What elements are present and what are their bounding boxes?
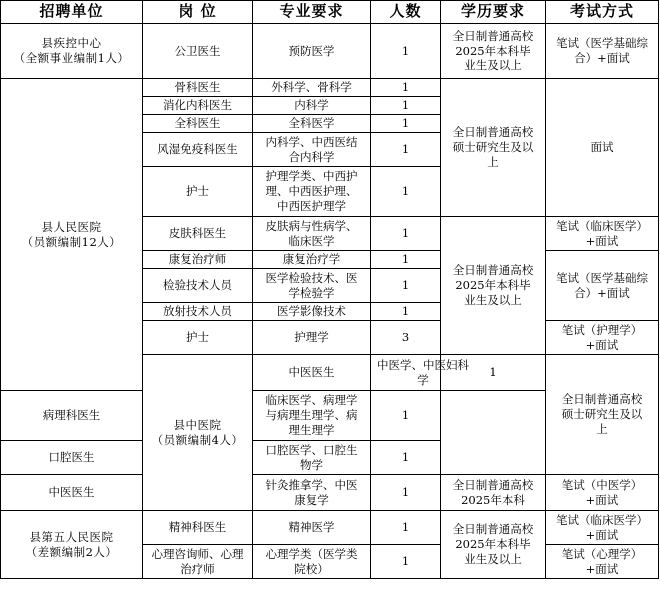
cell-text: 心理学类（医学类院校） [265, 546, 358, 576]
table-row [1, 24, 659, 79]
header-exam: 考试方式 [546, 1, 659, 24]
cell-text: 笔试（护理学）+面试 [561, 322, 643, 352]
exam-cell [546, 511, 659, 545]
cell-text: 护士 [186, 330, 209, 345]
unit-quota: （全额事业编制1人） [13, 51, 130, 65]
header-count: 人数 [371, 1, 441, 24]
cell-text: 1 [401, 80, 410, 95]
cell-text: 全日制普通高校2025年本科毕业生及以上 [452, 522, 534, 566]
major-cell [253, 511, 371, 545]
header-major: 专业要求 [253, 1, 371, 24]
count-cell [371, 303, 441, 321]
cell-text: 1 [401, 184, 410, 199]
unit-name: 县疾控中心 [41, 36, 102, 51]
cell-text: 笔试（医学基础综合）+面试 [556, 270, 648, 300]
count-cell [371, 321, 441, 355]
count-cell [371, 545, 441, 579]
exam-cell [546, 79, 659, 217]
cell-text: 中医医生 [288, 365, 335, 380]
exam-cell [546, 545, 659, 579]
unit-cell-zhongyi [143, 355, 253, 511]
exam-cell [546, 217, 659, 251]
cell-text: 1 [401, 116, 410, 131]
unit-name: 县第五人民医院 [29, 529, 114, 544]
count-cell [371, 251, 441, 269]
major-cell [371, 355, 469, 391]
exam-cell [546, 321, 659, 355]
cell-text: 笔试（临床医学）+面试 [556, 218, 648, 248]
cell-text: 全日制普通高校2025年本科毕业生及以上 [452, 263, 534, 307]
header-unit: 招聘单位 [1, 1, 143, 24]
cell-text: 临床医学、病理学与病理生理学、病理生理学 [265, 393, 358, 437]
cell-text: 医学检验技术、医学检验学 [265, 270, 358, 300]
cell-text: 内科学、中西医结合内科学 [265, 134, 358, 164]
cell-text: 皮肤科医生 [168, 226, 227, 241]
major-cell [253, 545, 371, 579]
major-cell [253, 475, 371, 511]
cell-text: 全科医生 [174, 116, 221, 131]
cell-text: 笔试（心理学）+面试 [561, 546, 643, 576]
major-cell [253, 97, 371, 115]
post-cell [143, 303, 253, 321]
cell-text: 心理咨询师、心理治疗师 [151, 546, 244, 576]
cell-text: 1 [401, 408, 410, 423]
cell-text: 康复治疗学 [282, 252, 341, 267]
count-cell [371, 115, 441, 133]
exam-cell [546, 475, 659, 511]
cell-text: 1 [401, 43, 410, 58]
post-cell [143, 269, 253, 303]
cell-text: 外科学、骨科学 [271, 80, 352, 95]
cell-text: 全科医学 [288, 116, 335, 131]
unit-quota: （差额编制2人） [25, 544, 118, 559]
cell-text: 全日制普通高校硕士研究生及以上 [452, 125, 534, 169]
cell-text: 康复治疗师 [168, 252, 227, 267]
cell-text: 护理学 [294, 330, 329, 345]
count-cell [371, 97, 441, 115]
cell-text: 1 [401, 520, 410, 535]
count-cell [371, 475, 441, 511]
major-cell [253, 167, 371, 217]
cell-text: 风湿免疫科医生 [157, 142, 238, 157]
cell-text: 1 [401, 98, 410, 113]
cell-text: 消化内科医生 [163, 98, 232, 113]
major-cell [253, 391, 371, 441]
education-cell [441, 217, 546, 355]
table-row [1, 475, 659, 511]
cell-text: 1 [401, 304, 410, 319]
unit-quota: （员额编制12人） [21, 234, 122, 249]
cell-text: 预防医学 [288, 43, 335, 58]
post-cell [143, 167, 253, 217]
cell-text: 1 [489, 365, 497, 380]
cell-text: 全日制普通高校硕士研究生及以上 [561, 392, 643, 436]
header-education: 学历要求 [441, 1, 546, 24]
cell-text: 皮肤病与性病学、临床医学 [265, 218, 358, 248]
cell-text: 全日制普通高校2025年本科 [452, 477, 534, 507]
education-cell [441, 511, 546, 579]
post-cell [143, 545, 253, 579]
count-cell [371, 269, 441, 303]
major-cell [253, 303, 371, 321]
cell-text: 口腔医学、口腔生物学 [265, 442, 358, 472]
cell-text: 检验技术人员 [163, 278, 232, 293]
cell-text: 3 [401, 330, 410, 345]
unit-cell-diwu [1, 511, 143, 579]
cell-text: 笔试（中医学）+面试 [561, 477, 643, 507]
major-cell [253, 24, 371, 79]
major-cell [253, 269, 371, 303]
post-cell [143, 133, 253, 167]
cell-text: 放射技术人员 [163, 304, 232, 319]
count-cell [371, 441, 441, 475]
cell-text: 全日制普通高校2025年本科毕业生及以上 [452, 28, 534, 73]
post-cell [253, 355, 371, 391]
count-cell [371, 391, 441, 441]
cell-text: 笔试（医学基础综合）+面试 [556, 36, 648, 65]
cell-text: 1 [401, 278, 410, 293]
education-cell [441, 24, 546, 79]
post-cell [143, 321, 253, 355]
cell-text: 1 [401, 554, 410, 569]
post-cell [1, 441, 143, 475]
cell-text: 中医学、中医妇科学 [377, 357, 469, 387]
header-row [1, 1, 659, 24]
unit-name: 县中医院 [173, 417, 222, 432]
unit-cell-renmin [1, 79, 143, 391]
cell-text: 病理科医生 [42, 408, 101, 423]
cell-text: 口腔医生 [48, 450, 95, 465]
cell-text: 面试 [590, 140, 614, 155]
cell-text: 公卫医生 [174, 43, 221, 58]
post-cell [143, 115, 253, 133]
unit-name: 县人民医院 [41, 219, 102, 234]
cell-text: 护士 [186, 184, 209, 199]
cell-text: 内科学 [294, 98, 329, 113]
post-cell [143, 251, 253, 269]
count-cell [371, 217, 441, 251]
unit-cell-cdc [1, 24, 143, 79]
cell-text: 笔试（临床医学）+面试 [556, 512, 648, 542]
cell-text: 中医医生 [48, 485, 95, 500]
table-row [1, 511, 659, 545]
cell-text: 精神科医生 [168, 520, 227, 535]
post-cell [1, 475, 143, 511]
cell-text: 护理学类、中西护理、中西医护理、中西医护理学 [265, 169, 358, 213]
post-cell [143, 24, 253, 79]
table-row [1, 79, 659, 97]
cell-text: 1 [401, 226, 410, 241]
major-cell [253, 321, 371, 355]
cell-text: 精神医学 [288, 520, 335, 535]
exam-cell [546, 24, 659, 79]
header-post: 岗 位 [143, 1, 253, 24]
major-cell [253, 441, 371, 475]
education-cell [441, 475, 546, 511]
unit-quota: （员额编制4人） [151, 432, 244, 447]
count-cell [371, 24, 441, 79]
major-cell [253, 79, 371, 97]
education-cell [441, 79, 546, 217]
post-cell [143, 97, 253, 115]
major-cell [253, 115, 371, 133]
post-cell [143, 217, 253, 251]
count-cell [371, 133, 441, 167]
exam-cell [546, 251, 659, 321]
post-cell [1, 391, 143, 441]
count-cell [371, 511, 441, 545]
count-cell [371, 167, 441, 217]
cell-text: 针灸推拿学、中医康复学 [265, 477, 358, 507]
count-cell [371, 79, 441, 97]
cell-text: 骨科医生 [174, 80, 221, 95]
cell-text: 医学影像技术 [277, 304, 346, 319]
major-cell [253, 251, 371, 269]
cell-text: 1 [401, 485, 410, 500]
post-cell [143, 511, 253, 545]
major-cell [253, 217, 371, 251]
cell-text: 1 [401, 252, 410, 267]
cell-text: 1 [401, 450, 410, 465]
education-cell [546, 355, 659, 475]
post-cell [143, 79, 253, 97]
major-cell [253, 133, 371, 167]
cell-text: 1 [401, 142, 410, 157]
